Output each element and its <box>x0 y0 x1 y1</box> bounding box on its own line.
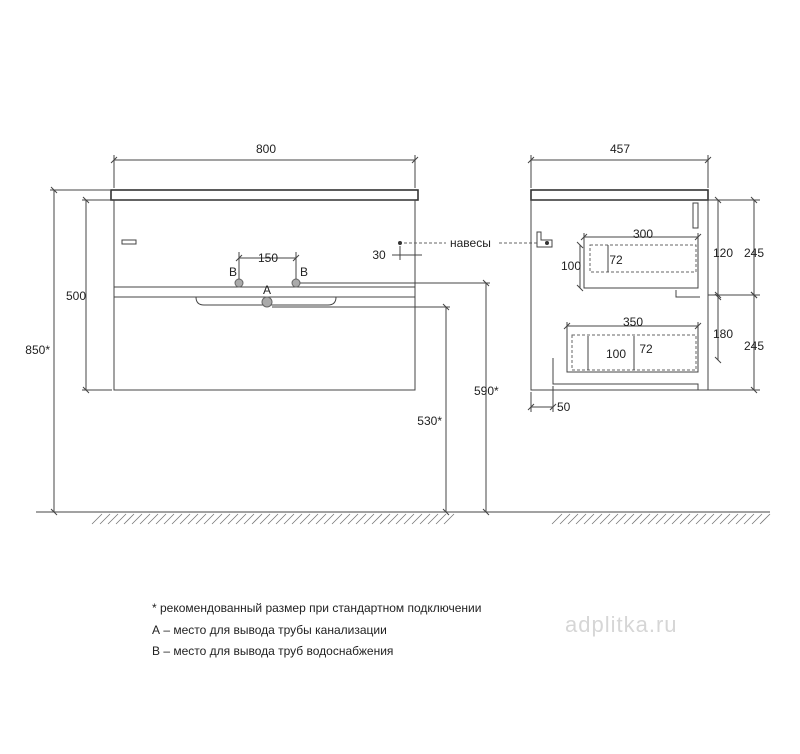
label-hangers: навесы <box>450 236 491 250</box>
dim-lower-section: 245 <box>743 339 765 353</box>
dim-lower-drawer-depth: 350 <box>622 315 644 329</box>
note-recommended: * рекомендованный размер при стандартном подключении <box>152 601 482 615</box>
front-view <box>25 142 537 512</box>
dim-upper-drawer-depth: 300 <box>632 227 654 241</box>
dim-upper-drawer-height: 100 <box>560 259 581 273</box>
side-cabinet-body <box>531 200 708 390</box>
basin-top <box>111 190 418 200</box>
label-a: A <box>262 283 272 297</box>
dim-lower-drawer-inner: 72 <box>639 342 653 356</box>
note-a: А – место для вывода трубы канализации <box>152 622 387 637</box>
watermark: adplitka.ru <box>565 612 678 637</box>
dim-total-height: 850* <box>25 343 50 357</box>
hanger-bracket <box>537 232 552 247</box>
dim-hanger-offset: 30 <box>372 248 386 262</box>
dim-upper-drawer-inner: 72 <box>609 253 623 267</box>
label-b-left: B <box>228 265 238 279</box>
note-b: В – место для вывода труб водоснабжения <box>152 644 394 658</box>
dim-upper-section: 245 <box>743 246 765 260</box>
legend-notes <box>152 598 481 663</box>
dim-supply-height: 590* <box>474 384 499 398</box>
hanger-point <box>398 241 402 245</box>
dim-lower-gap: 180 <box>712 327 734 341</box>
side-view <box>531 142 764 414</box>
floor-hatch-left <box>92 514 454 524</box>
floor <box>36 512 770 524</box>
dim-cabinet-height: 500 <box>65 289 86 303</box>
dim-drain-height: 530* <box>417 414 442 428</box>
pipe-outlet-b-right <box>292 279 300 287</box>
dim-width-800: 800 <box>255 142 277 156</box>
logo-mark <box>122 240 136 244</box>
floor-hatch-right <box>552 514 770 524</box>
dim-lower-drawer-height: 100 <box>605 347 627 361</box>
dim-upper-gap: 120 <box>712 246 734 260</box>
dim-bottom-offset: 50 <box>557 400 571 414</box>
drain-outlet-a <box>262 297 272 307</box>
upper-drawer <box>584 242 698 288</box>
label-b-right: B <box>299 265 309 279</box>
pipe-outlet-b-left <box>235 279 243 287</box>
dim-pipe-spacing: 150 <box>257 251 279 265</box>
dim-depth-457: 457 <box>609 142 631 156</box>
side-basin-top <box>531 190 708 200</box>
lower-drawer <box>567 332 698 372</box>
